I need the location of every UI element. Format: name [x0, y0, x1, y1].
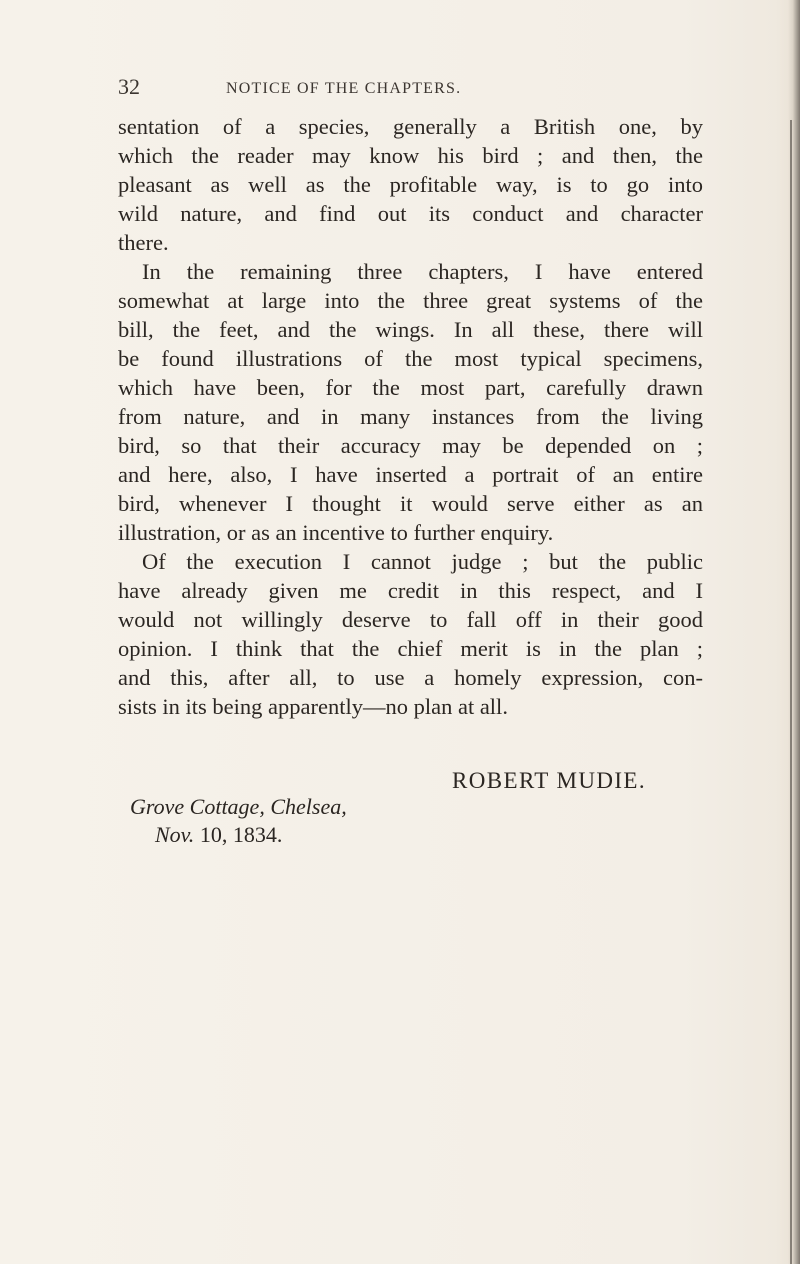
running-head: NOTICE OF THE CHAPTERS.: [226, 80, 462, 97]
text-line: bird, whenever I thought it would serve either as an: [118, 491, 703, 516]
text-line: somewhat at large into the three great systems of the: [118, 288, 703, 313]
text-line: and here, also, I have inserted a portrait of an entire: [118, 462, 703, 487]
body-text: [118, 112, 703, 721]
text-line: which the reader may know his bird ; and then, the: [118, 143, 703, 168]
date-rest: 10, 1834.: [199, 822, 283, 847]
text-line: bill, the feet, and the wings. In all these, there will: [118, 317, 703, 342]
text-line: wild nature, and find out its conduct and character: [118, 201, 703, 226]
text-line: be found illustrations of the most typical specimens,: [118, 346, 703, 371]
text-line: opinion. I think that the chief merit is in the plan ;: [118, 636, 703, 661]
text-line: sentation of a species, generally a British one, by: [118, 114, 703, 139]
text-line: and this, after all, to use a homely expression, con-: [118, 665, 703, 690]
place-line: Grove Cottage, Chelsea,: [130, 794, 347, 819]
text-line: sists in its being apparently—no plan at all.: [118, 694, 508, 719]
text-line: which have been, for the most part, carefully drawn: [118, 375, 703, 400]
text-line: pleasant as well as the profitable way, is to go into: [118, 172, 703, 197]
text-line: bird, so that their accuracy may be depended on ;: [118, 433, 703, 458]
binding-edge-line: [790, 120, 792, 1264]
text-line: have already given me credit in this respect, and I: [118, 578, 703, 603]
text-line: there.: [118, 230, 169, 255]
date-line: [155, 821, 282, 849]
text-line: from nature, and in many instances from the living: [118, 404, 703, 429]
text-line: would not willingly deserve to fall off in their good: [118, 607, 703, 632]
author-signature: ROBERT MUDIE.: [452, 768, 647, 793]
text-line: Of the execution I cannot judge ; but the public: [142, 549, 703, 574]
text-line: illustration, or as an incentive to further enquiry.: [118, 520, 554, 545]
date-month: Nov.: [155, 822, 195, 847]
page-number: 32: [118, 74, 140, 99]
text-line: In the remaining three chapters, I have entered: [142, 259, 703, 284]
